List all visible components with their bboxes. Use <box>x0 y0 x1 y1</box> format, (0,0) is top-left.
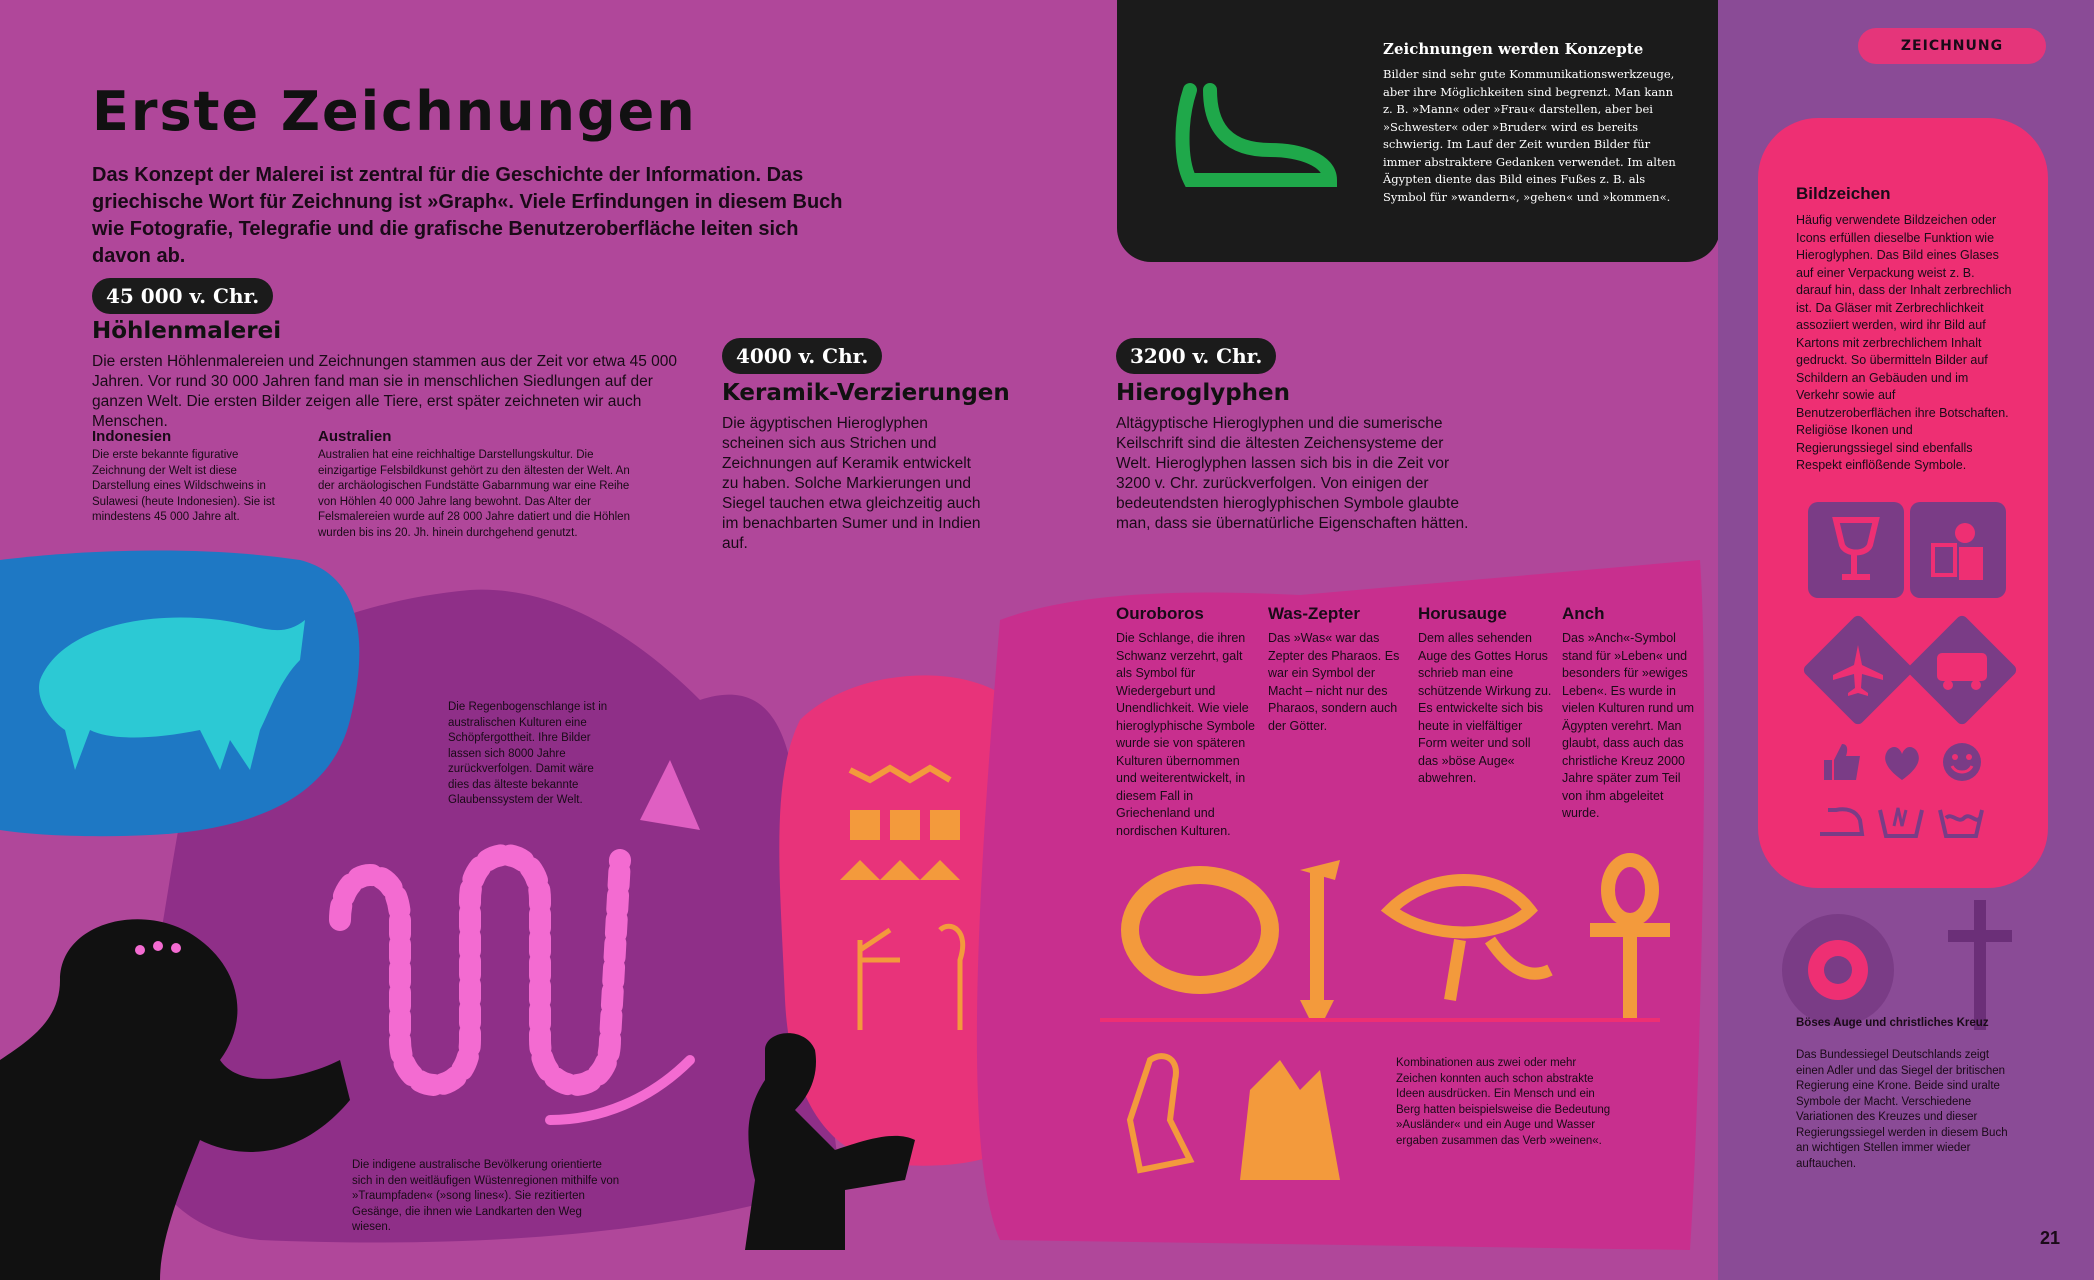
symbol-text: Das »Anch«-Symbol stand für »Leben« und besonders für »ewiges Leben«. Es wurde in vielen Kulturen rund um Ägypten verehrt. Man glaubt, dass auch das christliche Kreuz 2000 Jahre später zum Teil von ihm abgeleitet wurde. <box>1562 631 1695 820</box>
smiley-icon <box>1940 740 1984 784</box>
ouroboros-icon <box>1130 875 1270 985</box>
symbol-text: Das »Was« war das Zepter des Pharaos. Es war ein Symbol der Macht – nicht nur des Pharaos, sondern auch der Götter. <box>1268 631 1400 733</box>
symbol-text: Die Schlange, die ihren Schwanz verzehrt, galt als Symbol für Wiedergeburt und Unendlichkeit. Wie viele hieroglyphische Symbole wurde sie von späteren Kulturen übernommen und weiterentwickelt, in diesem Fall in Griechenland und nordischen Kulturen. <box>1116 631 1255 838</box>
eye-of-horus-icon <box>1390 880 1550 1000</box>
ceramic-markings-illustration <box>830 760 1010 1060</box>
indonesia-text: Die erste bekannte figurative Zeichnung der Welt ist diese Darstellung eines Wildschweins in Sulawesi (heute Indonesien). Sie ist mindestens 45 000 Jahre alt. <box>92 449 275 523</box>
date-badge-ceramic: 4000 v. Chr. <box>722 338 882 374</box>
ceramic-section-text: Die ägyptischen Hieroglyphen scheinen sich aus Strichen und Zeichnungen auf Keramik entwickelt zu haben. Solche Markierungen und Siegel tauchen etwa gleichzeitig auch im benachbarten Sumer und in Indien auf. <box>722 415 981 552</box>
was-sceptre-icon <box>1300 860 1340 1020</box>
page-title: Erste Zeichnungen <box>92 80 697 143</box>
hieroglyph-symbol-item <box>1116 604 1256 840</box>
intro-text: Das Konzept der Malerei ist zentral für die Geschichte der Information. Das griechische Wort für Zeichnung ist »Graph«. Viele Erfindungen in diesem Buch wie Fotografie, Telegrafie und die grafische Benutzeroberfläche leiten sich davon ab. <box>92 164 843 267</box>
cave-section-text: Die ersten Höhlenmalereien und Zeichnungen stammen aus der Zeit vor etwa 45 000 Jahren. Vor rund 30 000 Jahren fand man sie in menschlichen Siedlungen auf der ganzen Welt. Die ersten Bilder zeigen alle Tiere, erst später zeichneten wir auch Menschen. <box>92 353 678 430</box>
symbol-title: Ouroboros <box>1116 604 1204 623</box>
symbol-title: Horusauge <box>1418 604 1507 623</box>
bus-icon <box>1932 645 1992 695</box>
hieroglyphs-section-text: Altägyptische Hieroglyphen und die sumerische Keilschrift sind die ältesten Zeichensysteme der Welt. Hieroglyphen lassen sich bis in die Zeit vor 3200 v. Chr. zurückverfolgen. Von einigen der bedeutendsten hieroglyphischen Symbole glaubte man, dass sie übernatürliche Eigenschaften hätten. <box>1116 415 1469 532</box>
evil-eye-caption: Böses Auge und christliches Kreuz <box>1796 1017 1989 1029</box>
symbol-title: Anch <box>1562 604 1605 623</box>
divider-line <box>1100 1018 1660 1022</box>
concept-title: Zeichnungen werden Konzepte <box>1383 40 1644 58</box>
seals-text: Das Bundessiegel Deutschlands zeigt einen Adler und das Siegel der britischen Regierung eine Krone. Beide sind uralte Symbole der Macht. Verschiedene Variationen des Kreuzes und dieser Regierungssiegel werden in diesem Buch an wichtigen Stellen immer wieder auftauchen. <box>1796 1049 2008 1170</box>
indonesia-title: Indonesien <box>92 428 172 445</box>
symbol-text: Dem alles sehenden Auge des Gottes Horus schrieb man eine schützende Wirkung zu. Es entwickelte sich bis heute in vielfältiger Form weiter und soll das »böse Auge« abwehren. <box>1418 631 1552 785</box>
egyptian-figure-illustration <box>725 1020 925 1250</box>
customs-officer-icon <box>1910 502 2006 598</box>
foot-glyph-icon <box>1160 80 1340 200</box>
hieroglyph-symbol-item <box>1418 604 1553 788</box>
date-badge-cave: 45 000 v. Chr. <box>92 278 273 314</box>
rainbow-snake-text: Die Regenbogenschlange ist in australischen Kulturen eine Schöpfergottheit. Ihre Bilder lassen sich 8000 Jahre zurückverfolgen. Damit wäre dies das älteste bekannte Glaubenssystem der Welt. <box>448 701 608 806</box>
foreigner-glyph-illustration <box>1110 1040 1350 1200</box>
thumbs-up-icon <box>1820 740 1864 784</box>
ceramic-section-title: Keramik-Verzierungen <box>722 380 1010 406</box>
combination-text: Kombinationen aus zwei oder mehr Zeichen konnten auch schon abstrakte Ideen ausdrücken. Ein Mensch und ein Berg hatten beispielsweise die Bedeutung »Ausländer« und ein Auge und Wasser ergaben zusammen das Verb »weinen«. <box>1396 1057 1611 1147</box>
cave-section-title: Höhlenmalerei <box>92 318 282 344</box>
hieroglyph-symbol-item <box>1268 604 1408 735</box>
section-tag: ZEICHNUNG <box>1858 28 2046 64</box>
fragile-glass-icon <box>1808 502 1904 598</box>
australia-text: Australien hat eine reichhaltige Darstellungskultur. Die einzigartige Felsbildkunst gehört zu den ältesten der Welt. An der archäologischen Fundstätte Gabarnmung war eine Reihe von Höhlen 40 000 Jahre lang bewohnt. Das Alter der Felsmalereien wurde auf 28 000 Jahre datiert und die Höhlen wurden bis ins 20. Jh. hinein durchgehend genutzt. <box>318 449 630 539</box>
wash-tub-icon <box>1936 800 1986 840</box>
plane-icon <box>1828 640 1888 700</box>
evil-eye-icon <box>1778 910 1898 1030</box>
christian-cross-icon <box>1948 900 2012 1030</box>
page-number: 21 <box>2040 1228 2061 1248</box>
iron-icon <box>1816 800 1866 840</box>
hand-wash-icon <box>1876 800 1926 840</box>
australia-title: Australien <box>318 428 392 445</box>
pictograms-text: Häufig verwendete Bildzeichen oder Icons erfüllen dieselbe Funktion wie Hieroglyphen. Das Bild eines Glases auf einer Verpackung weist z. B. darauf hin, dass der Inhalt zerbrechlich ist. Da Gläser mit Zerbrechlichkeit assoziiert werden, wird ihr Bild auf Kartons mit zerbrechlichem Inhalt gedruckt. So übermitteln Bilder auf Schildern an Gebäuden und im Verkehr sowie auf Benutzeroberflächen ihre Botschaften. Religiöse Ikonen und Regierungssiegel sind ebenfalls Respekt einflößende Symbole. <box>1796 213 2012 472</box>
symbol-title: Was-Zepter <box>1268 604 1360 623</box>
date-badge-hieroglyphs: 3200 v. Chr. <box>1116 338 1276 374</box>
hieroglyphs-section-title: Hieroglyphen <box>1116 380 1291 406</box>
ankh-icon <box>1590 860 1670 1020</box>
songlines-text: Die indigene australische Bevölkerung orientierte sich in den weitläufigen Wüstenregionen mithilfe von »Traumpfaden« (»song lines«). Sie rezitierten Gesänge, die ihnen wie Landkarten den Weg wiesen. <box>352 1159 620 1233</box>
aboriginal-figure-illustration <box>0 860 360 1280</box>
concept-text: Bilder sind sehr gute Kommunikationswerkzeuge, aber ihre Möglichkeiten sind begrenzt. Man kann z. B. »Mann« oder »Frau« darstellen, aber bei »Schwester« oder »Bruder« wird es bereits schwierig. Im Lauf der Zeit wurden Bilder für immer abstraktere Gedanken verwendet. Im alten Ägypten diente das Bild eines Fußes z. B. als Symbol für »wandern«, »gehen« und »kommen«. <box>1383 67 1676 204</box>
boar-painting-illustration <box>20 580 320 780</box>
hieroglyph-symbol-item <box>1562 604 1702 823</box>
hieroglyph-symbols-row <box>1110 850 1710 1030</box>
heart-icon <box>1880 740 1924 784</box>
pictograms-title: Bildzeichen <box>1796 184 1891 203</box>
